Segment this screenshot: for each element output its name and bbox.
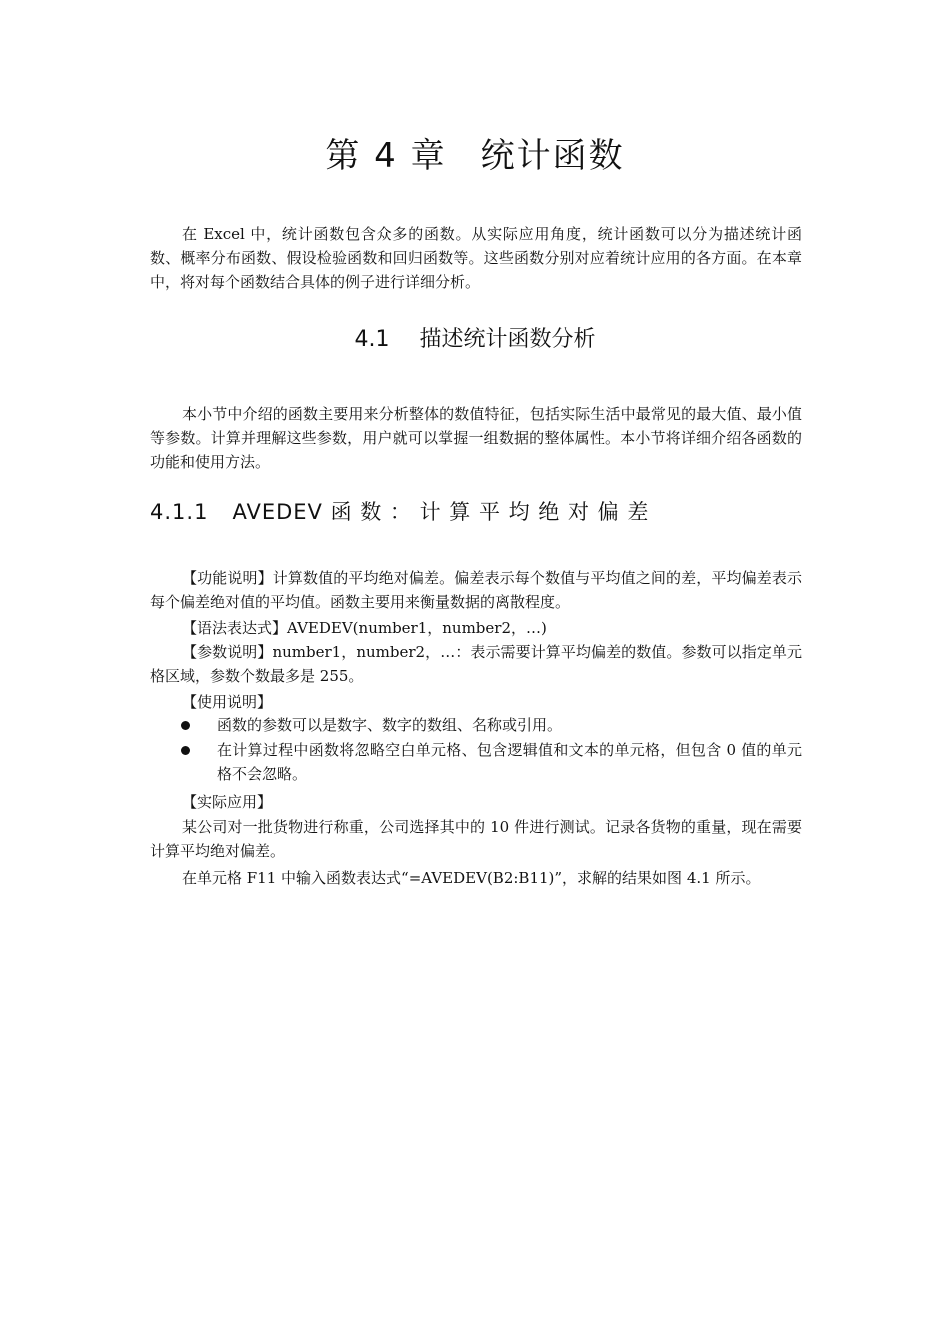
parameter-description: 【参数说明】number1，number2，…：表示需要计算平均偏差的数值。参数可以指定单元格区域，参数个数最多是 255。 — [150, 643, 802, 685]
syntax-line: 【语法表达式】AVEDEV(number1，number2，…) — [182, 619, 547, 637]
section-intro-paragraph: 本小节中介绍的函数主要用来分析整体的数值特征，包括实际生活中最常见的最大值、最小值等参数。计算并理解这些参数，用户就可以掌握一组数据的整体属性。本小节将详细介绍各函数的功能和使用方法。 — [150, 405, 802, 471]
usage-item-text: 在计算过程中函数将忽略空白单元格、包含逻辑值和文本的单元格，但包含 0 值的单元格不会忽略。 — [217, 741, 802, 783]
application-paragraph: 某公司对一批货物进行称重，公司选择其中的 10 件进行测试。记录各货物的重量，现在需要计算平均绝对偏差。 — [150, 818, 802, 860]
chapter-number: 第 4 章 — [325, 136, 447, 176]
usage-item-text: 函数的参数可以是数字、数字的数组、名称或引用。 — [217, 716, 563, 734]
bullet-dot-icon — [181, 746, 190, 755]
subsection-number: 4.1.1 — [150, 500, 209, 524]
usage-label: 【使用说明】 — [182, 693, 273, 711]
subsection-title — [150, 496, 649, 526]
chapter-title — [0, 128, 950, 177]
section-title — [0, 322, 950, 353]
application-result-line: 在单元格 F11 中输入函数表达式“=AVEDEV(B2:B11)”，求解的结果如图 4.1 所示。 — [182, 869, 761, 887]
function-description: 【功能说明】计算数值的平均绝对偏差。偏差表示每个数值与平均值之间的差，平均偏差表示每个偏差绝对值的平均值。函数主要用来衡量数据的离散程度。 — [150, 569, 802, 611]
usage-list-item — [150, 738, 802, 786]
subsection-name: AVEDEV 函 数 ： 计 算 平 均 绝 对 偏 差 — [232, 500, 650, 524]
chapter-name: 统计函数 — [480, 136, 625, 176]
usage-list-item — [150, 713, 802, 737]
application-label: 【实际应用】 — [182, 793, 273, 811]
bullet-dot-icon — [181, 721, 190, 730]
chapter-intro-paragraph: 在 Excel 中，统计函数包含众多的函数。从实际应用角度，统计函数可以分为描述统计函数、概率分布函数、假设检验函数和回归函数等。这些函数分别对应着统计应用的各方面。在本章中，将对每个函数结合具体的例子进行详细分析。 — [150, 225, 802, 291]
section-number: 4.1 — [354, 327, 390, 352]
section-name: 描述统计函数分析 — [419, 327, 596, 352]
